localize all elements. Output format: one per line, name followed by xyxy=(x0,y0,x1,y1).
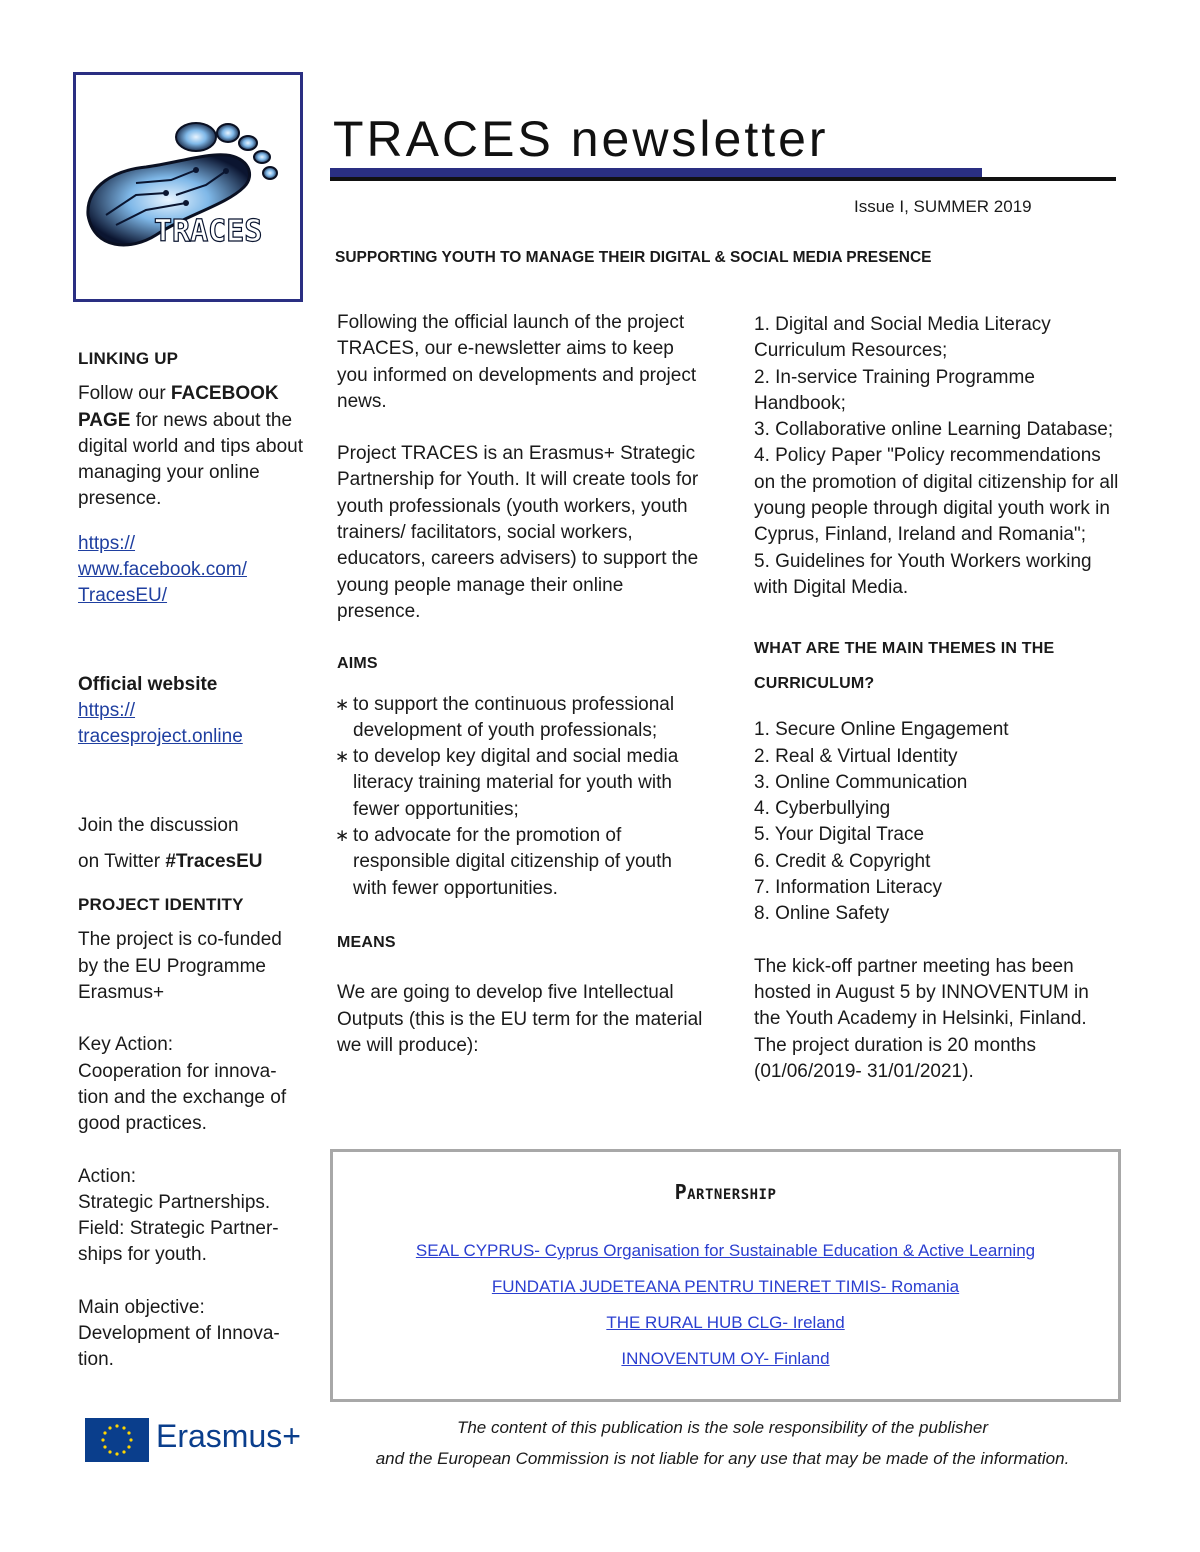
output-item: 3. Collaborative online Learning Database; xyxy=(754,419,1114,441)
twitter-hashtag: #TracesEU xyxy=(165,850,263,872)
action-text-1: Strategic Partnerships. xyxy=(78,1191,271,1213)
list-item: 7. Information Literacy xyxy=(754,877,942,899)
objective-text: Development of Innova-tion. xyxy=(78,1323,280,1371)
action-label: Action: xyxy=(78,1165,137,1187)
about-paragraph: Project TRACES is an Erasmus+ Strategic Partnership for Youth. It will create tools for youth professionals (youth workers, youth trainers/ facilitators, social workers, educators, careers advisers) to support the young people manage their online presence. xyxy=(337,443,699,622)
column-2 xyxy=(754,312,1124,1085)
page-title: TRACES newsletter xyxy=(333,111,829,167)
website-heading: Official website xyxy=(78,673,218,695)
column-1 xyxy=(337,310,707,1059)
disclaimer-line-1: The content of this publication is the sole responsibility of the publisher xyxy=(456,1418,989,1437)
partner-link-seal-cyprus[interactable]: SEAL CYPRUS- Cyprus Organisation for Sustainable Education & Active Learning xyxy=(415,1241,1036,1260)
identity-text: The project is co-funded by the EU Programme Erasmus+ xyxy=(78,929,282,1004)
title-underline-black xyxy=(330,177,1116,181)
list-item xyxy=(337,823,707,902)
bullet-icon: ∗ xyxy=(335,747,350,767)
title-underline-blue xyxy=(330,168,982,177)
output-item: 4. Policy Paper "Policy recommendations on the promotion of digital citizenship for all young people through digital youth work in Cyprus, Finland, Ireland and Romania"; xyxy=(754,445,1119,546)
erasmus-logo-text: Erasmus+ xyxy=(156,1418,301,1454)
bullet-icon: ∗ xyxy=(335,694,350,714)
logo-wordmark: TRACES xyxy=(154,214,263,249)
means-heading: MEANS xyxy=(337,933,396,951)
list-item: 2. Real & Virtual Identity xyxy=(754,745,958,767)
objective-label: Main objective: xyxy=(78,1296,205,1318)
themes-heading-1: WHAT ARE THE MAIN THEMES IN THE xyxy=(754,640,1055,658)
means-paragraph: We are going to develop five Intellectual Outputs (this is the EU term for the material we will produce): xyxy=(337,982,703,1056)
key-action-text: Cooperation for innova-tion and the exchange of good practices. xyxy=(78,1060,287,1135)
disclaimer-line-2: and the European Commission is not liable for any use that may be made of the information. xyxy=(375,1449,1070,1468)
themes-heading-2: CURRICULUM? xyxy=(754,675,875,693)
list-item: 8. Online Safety xyxy=(754,903,890,925)
linking-heading: LINKING UP xyxy=(78,349,179,368)
disclaimer xyxy=(330,1412,1115,1474)
kickoff-paragraph: The kick-off partner meeting has been hosted in August 5 by INNOVENTUM in the Youth Academy in Helsinki, Finland. The project duration is 20 months (01/06/2019- 31/01/2021). xyxy=(754,955,1089,1082)
list-item: 4. Cyberbullying xyxy=(754,798,891,820)
partnership-title-text: Partnership xyxy=(674,1180,777,1204)
partnership-title xyxy=(333,1180,1118,1204)
follow-suffix: for news about the digital world and tips about managing your online presence. xyxy=(78,409,303,510)
join-line-1: Join the discussion xyxy=(78,814,239,836)
partnership-box xyxy=(330,1149,1121,1402)
facebook-page-label: FACEBOOK PAGE xyxy=(78,383,279,431)
list-item: 5. Your Digital Trace xyxy=(754,824,925,846)
aim-text: to support the continuous professional development of youth professionals; xyxy=(353,693,675,741)
aim-text: to advocate for the promotion of responsible digital citizenship of youth with fewer opportunities. xyxy=(353,825,672,899)
list-item xyxy=(337,744,707,823)
facebook-link[interactable]: https:// www.facebook.com/ TracesEU/ xyxy=(78,532,247,607)
aims-list xyxy=(337,692,707,902)
follow-prefix: Follow our xyxy=(78,383,171,405)
output-item: 5. Guidelines for Youth Workers working with Digital Media. xyxy=(754,550,1092,598)
issue-label: Issue I, SUMMER 2019 xyxy=(854,197,1032,216)
aims-heading: AIMS xyxy=(337,655,378,673)
sidebar xyxy=(78,346,303,1374)
identity-heading: PROJECT IDENTITY xyxy=(78,895,244,915)
partner-link-fundatia[interactable]: FUNDATIA JUDETEANA PENTRU TINERET TIMIS- Romania xyxy=(491,1277,960,1296)
aim-text: to develop key digital and social media literacy training material for youth with fewer opportunities; xyxy=(353,746,679,820)
output-item: 2. In-service Training Programme Handbook; xyxy=(754,366,1035,414)
logo-box xyxy=(73,72,303,302)
list-item: 1. Secure Online Engagement xyxy=(754,719,1009,741)
newsletter-subtitle: SUPPORTING YOUTH TO MANAGE THEIR DIGITAL & SOCIAL MEDIA PRESENCE xyxy=(335,249,932,266)
key-action-label: Key Action: xyxy=(78,1034,174,1056)
bullet-icon: ∗ xyxy=(335,826,350,846)
intro-paragraph: Following the official launch of the project TRACES, our e-newsletter aims to keep you informed on developments and project news. xyxy=(337,312,697,412)
partner-link-rural-hub[interactable]: THE RURAL HUB CLG- Ireland xyxy=(606,1313,845,1332)
eu-flag-icon xyxy=(85,1418,149,1467)
list-item: 3. Online Communication xyxy=(754,771,968,793)
traces-footprint-logo xyxy=(76,75,300,299)
list-item xyxy=(337,692,707,745)
partner-link-innoventum[interactable]: INNOVENTUM OY- Finland xyxy=(621,1349,830,1368)
output-item: 1. Digital and Social Media Literacy Curriculum Resources; xyxy=(754,314,1051,362)
twitter-prefix: on Twitter xyxy=(78,850,166,872)
website-link[interactable]: https:// tracesproject.online xyxy=(78,699,243,748)
join-line-2 xyxy=(78,849,303,875)
list-item: 6. Credit & Copyright xyxy=(754,850,931,872)
themes-list xyxy=(754,717,1124,927)
follow-paragraph xyxy=(78,381,303,512)
action-text-2: Field: Strategic Partner-ships for youth. xyxy=(78,1218,279,1266)
